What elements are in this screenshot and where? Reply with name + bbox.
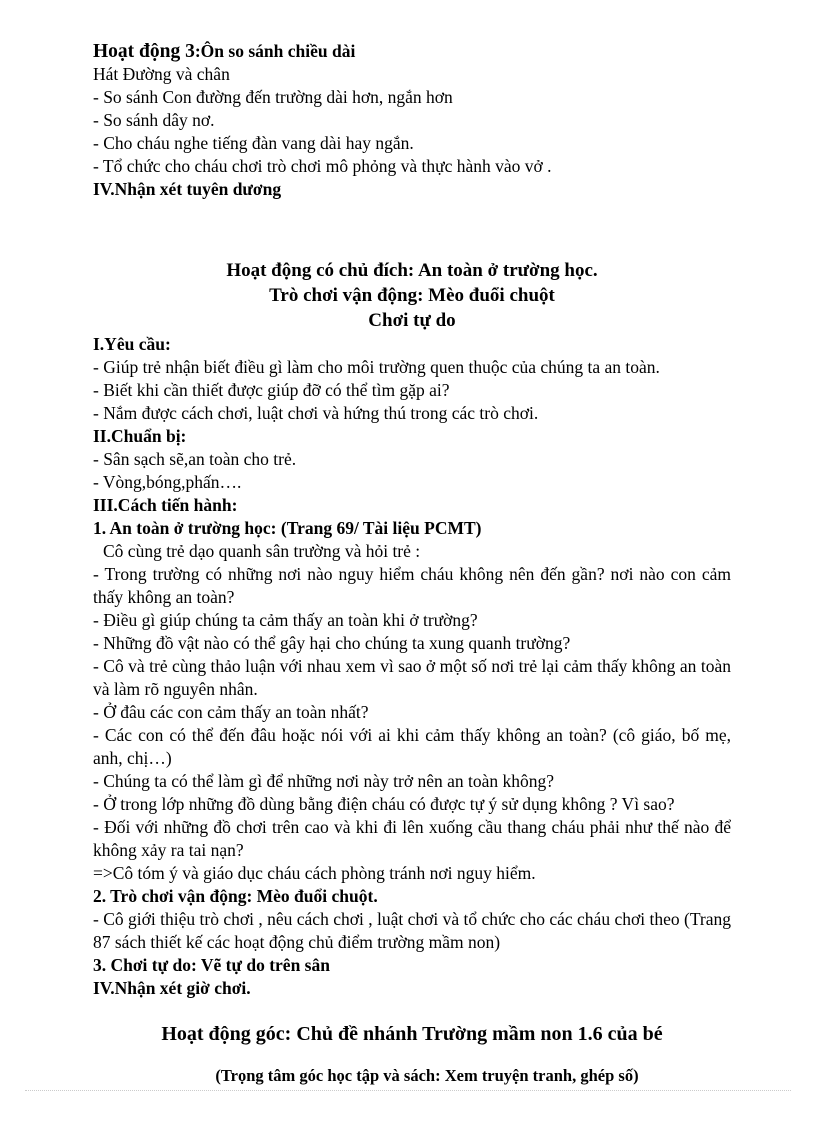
section2-subtitle-2: Chơi tự do bbox=[368, 310, 456, 331]
part3-heading: 3. Chơi tự do: Vẽ tự do trên sân bbox=[93, 955, 330, 975]
title-bold: Hoạt động 3 bbox=[93, 41, 195, 62]
part1-heading: 1. An toàn ở trường học: (Trang 69/ Tài liệu PCMT) bbox=[93, 518, 482, 538]
list-item: - Biết khi cần thiết được giúp đỡ có thể tìm gặp ai? bbox=[93, 380, 450, 400]
list-item: - Các con có thể đến đâu hoặc nói với ai khi cảm thấy không an toàn? (cô giáo, bố mẹ, anh, chị…) bbox=[93, 725, 731, 768]
list-item: - Sân sạch sẽ,an toàn cho trẻ. bbox=[93, 449, 297, 469]
section2-closing: IV.Nhận xét giờ chơi. bbox=[93, 978, 251, 998]
line: Hát Đường và chân bbox=[93, 64, 230, 84]
list-item: - Chúng ta có thể làm gì để những nơi này trở nên an toàn không? bbox=[93, 771, 555, 791]
title-rest: :Ôn so sánh chiều dài bbox=[194, 41, 356, 61]
preparation-heading: II.Chuẩn bị: bbox=[93, 426, 187, 446]
list-item: - Ở đâu các con cảm thấy an toàn nhất? bbox=[93, 702, 369, 722]
page-divider bbox=[25, 1090, 791, 1091]
list-item: =>Cô tóm ý và giáo dục cháu cách phòng tránh nơi nguy hiểm. bbox=[93, 863, 536, 883]
section3-subtitle: (Trọng tâm góc học tập và sách: Xem truyện tranh, ghép số) bbox=[215, 1065, 639, 1085]
line: - So sánh dây nơ. bbox=[93, 110, 215, 130]
list-item: - Nắm được cách chơi, luật chơi và hứng thú trong các trò chơi. bbox=[93, 403, 539, 423]
requirements-heading: I.Yêu cầu: bbox=[93, 334, 171, 354]
section3-title: Hoạt động góc: Chủ đề nhánh Trường mầm non 1.6 của bé bbox=[161, 1023, 663, 1045]
list-item: - Cô và trẻ cùng thảo luận với nhau xem vì sao ở một số nơi trẻ lại cảm thấy không an toàn và làm rõ nguyên nhân. bbox=[93, 656, 731, 699]
list-item: - Đối với những đồ chơi trên cao và khi đi lên xuống cầu thang cháu phải như thế nào để không xảy ra tai nạn? bbox=[93, 817, 731, 860]
list-item: - Giúp trẻ nhận biết điều gì làm cho môi trường quen thuộc của chúng ta an toàn. bbox=[93, 357, 660, 377]
activity-3-title bbox=[93, 40, 731, 63]
list-item: - Ở trong lớp những đồ dùng bằng điện cháu có được tự ý sử dụng không ? Vì sao? bbox=[93, 794, 675, 814]
part1-intro: Cô cùng trẻ dạo quanh sân trường và hỏi trẻ : bbox=[103, 541, 421, 561]
procedure-heading: III.Cách tiến hành: bbox=[93, 495, 238, 515]
section1-closing: IV.Nhận xét tuyên dương bbox=[93, 179, 282, 199]
line: - Cho cháu nghe tiếng đàn vang dài hay ngắn. bbox=[93, 133, 414, 153]
document-page bbox=[93, 40, 731, 1104]
line: - So sánh Con đường đến trường dài hơn, ngắn hơn bbox=[93, 87, 453, 107]
list-item: - Những đồ vật nào có thể gây hại cho chúng ta xung quanh trường? bbox=[93, 633, 571, 653]
section2-title: Hoạt động có chủ đích: An toàn ở trường học. bbox=[226, 260, 598, 281]
part2-heading: 2. Trò chơi vận động: Mèo đuổi chuột. bbox=[93, 886, 378, 906]
list-item: - Vòng,bóng,phấn…. bbox=[93, 472, 242, 492]
section2-subtitle: Trò chơi vận động: Mèo đuổi chuột bbox=[269, 285, 555, 306]
list-item: - Điều gì giúp chúng ta cảm thấy an toàn khi ở trường? bbox=[93, 610, 478, 630]
part2-text: - Cô giới thiệu trò chơi , nêu cách chơi , luật chơi và tổ chức cho các cháu chơi theo (Trang 87 sách thiết kế các hoạt động chủ điểm trường mầm non) bbox=[93, 909, 731, 952]
line: - Tổ chức cho cháu chơi trò chơi mô phỏng và thực hành vào vở . bbox=[93, 156, 552, 176]
list-item: - Trong trường có những nơi nào nguy hiểm cháu không nên đến gần? nơi nào con cảm thấy không an toàn? bbox=[93, 564, 731, 607]
